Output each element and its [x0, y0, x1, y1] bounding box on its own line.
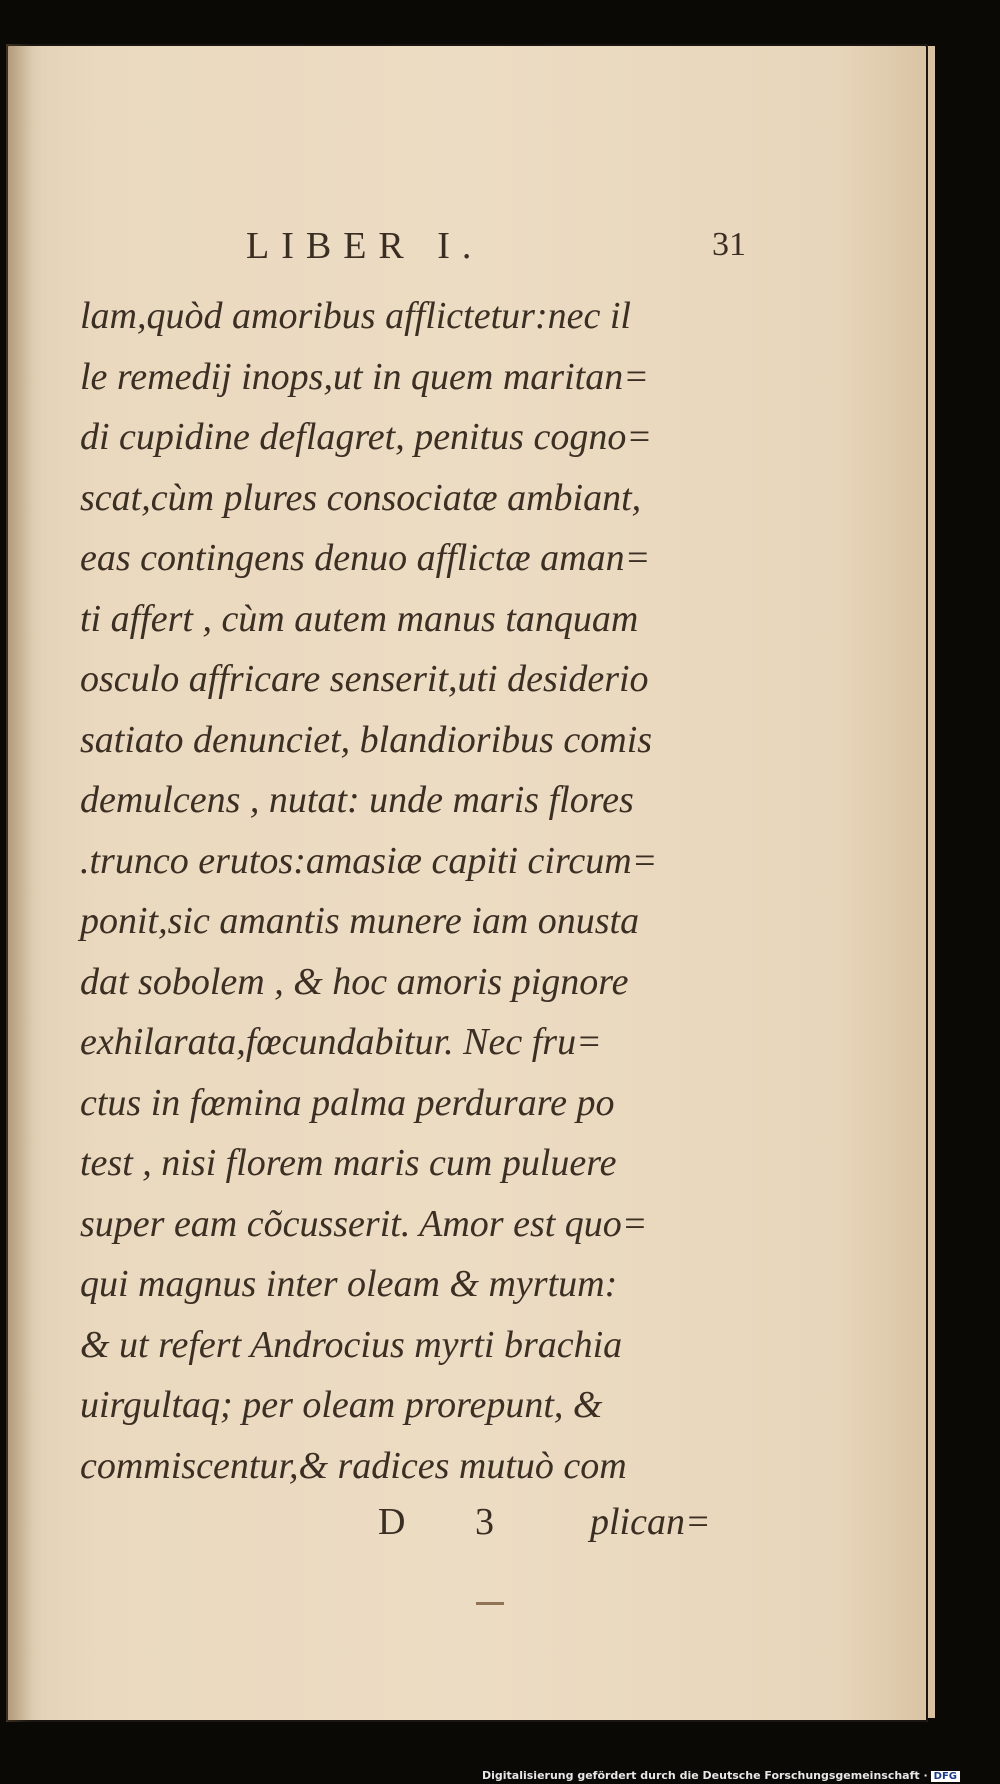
catchword: plican= — [590, 1501, 711, 1543]
running-title: LIBER I. — [246, 225, 484, 267]
text-line: demulcens , nutat: unde maris flores — [80, 779, 634, 821]
text-line: scat,cùm plures consociatæ ambiant, — [80, 476, 642, 519]
text-line: di cupidine deflagret, penitus cogno= — [80, 416, 652, 458]
book-page — [6, 44, 928, 1722]
text-line: dat sobolem , & hoc amoris pignore — [80, 960, 629, 1003]
dfg-logo: DFG — [931, 1771, 960, 1782]
digitization-credit — [482, 1769, 960, 1782]
text-line: osculo affricare senserit,uti desiderio — [80, 658, 649, 700]
text-line: super eam cõcusserit. Amor est quo= — [80, 1202, 648, 1245]
text-line: uirgultaq; per oleam prorepunt, & — [80, 1384, 603, 1426]
text-line: eas contingens denuo afflictæ aman= — [80, 537, 651, 579]
text-line: satiato denunciet, blandioribus comis — [80, 718, 653, 761]
page-header — [6, 224, 928, 270]
body-text — [80, 286, 740, 1496]
text-line: .trunco erutos:amasiæ capiti circum= — [80, 839, 658, 882]
signature-mark: D 3 — [378, 1501, 524, 1543]
text-line: ponit,sic amantis munere iam onusta — [80, 900, 640, 942]
text-line: qui magnus inter oleam & myrtum: — [80, 1263, 618, 1305]
text-line: ctus in fœmina palma perdurare po — [80, 1081, 615, 1124]
text-line: exhilarata,fœcundabitur. Nec fru= — [80, 1021, 602, 1063]
page-number: 31 — [712, 226, 746, 263]
credit-text: Digitalisierung gefördert durch die Deutsche Forschungsgemeinschaft · — [481, 1769, 928, 1782]
text-line: commiscentur,& radices mutuò com — [80, 1444, 627, 1487]
page-footer — [6, 1500, 928, 1560]
text-line: lam,quòd amoribus afflictetur:nec il — [80, 295, 631, 337]
text-line: le remedij inops,ut in quem maritan= — [80, 355, 649, 398]
text-line: test , nisi florem maris cum puluere — [80, 1142, 617, 1184]
text-line: & ut refert Androcius myrti brachia — [80, 1323, 623, 1366]
ink-dash-mark — [476, 1602, 504, 1605]
text-line: ti affert , cùm autem manus tanquam — [80, 597, 639, 640]
